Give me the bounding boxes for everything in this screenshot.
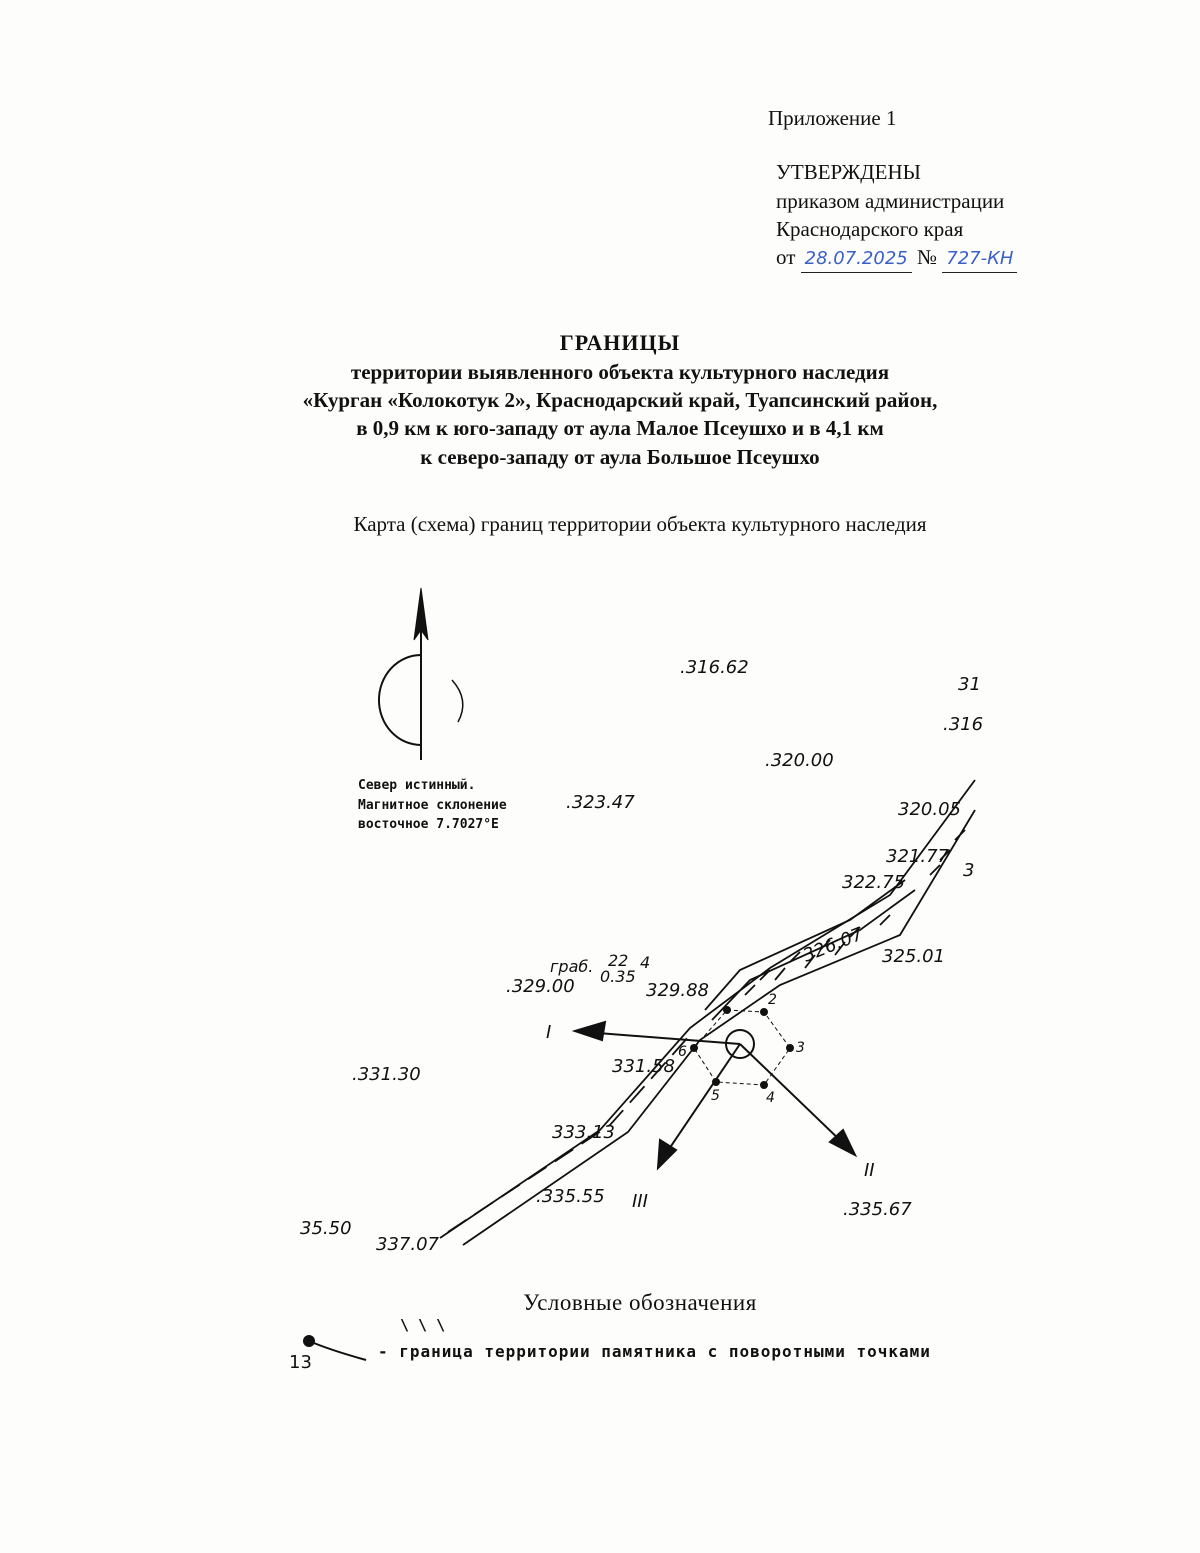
elevation-label: .320.00 xyxy=(765,750,834,771)
elevation-label: 31 xyxy=(958,674,981,695)
boundary-polygon xyxy=(690,1006,794,1089)
approved-heading: УТВЕРЖДЕНЫ xyxy=(776,160,921,185)
title-line-3: в 0,9 км к юго-западу от аула Малое Псеушхо и в 4,1 км xyxy=(356,416,884,441)
elevation-label: .329.00 xyxy=(506,976,575,997)
legend-symbol-icon xyxy=(304,1336,366,1360)
elevation-label: 337.07 xyxy=(376,1234,439,1255)
order-date: 28.07.2025 xyxy=(801,247,912,272)
elevation-labels xyxy=(300,657,983,1255)
point-label: 4 xyxy=(766,1090,775,1106)
elevation-label: .316.62 xyxy=(680,657,749,678)
point-label: 5 xyxy=(711,1088,720,1104)
elevation-label: .316 xyxy=(943,714,984,735)
elevation-label: 325.01 xyxy=(882,946,945,967)
order-number: 727-КН xyxy=(942,247,1017,272)
elevation-label: 35.50 xyxy=(300,1218,352,1239)
elevation-label: 326.07 xyxy=(800,923,867,967)
elevation-label: .335.67 xyxy=(843,1199,912,1220)
title-line-1: территории выявленного объекта культурного наследия xyxy=(350,359,890,384)
elevation-label: 333.13 xyxy=(552,1122,615,1143)
from-prefix: от xyxy=(776,245,796,270)
legend-symbol-number: 13 xyxy=(289,1352,312,1373)
elevation-label: 320.05 xyxy=(898,799,961,820)
north-note-line-1: Север истинный. xyxy=(358,778,476,793)
elevation-label: 22 xyxy=(608,951,629,970)
elevation-label: 4 xyxy=(640,953,651,972)
north-arrow-icon xyxy=(379,588,463,760)
direction-label: III xyxy=(632,1191,648,1212)
elevation-label: .335.55 xyxy=(536,1186,605,1207)
title-line-2: «Курган «Колокотук 2», Краснодарский край, Туапсинский район, xyxy=(302,388,938,413)
north-note-line-2: Магнитное склонение xyxy=(358,797,507,813)
elevation-label: 331.58 xyxy=(612,1056,675,1077)
elevation-label: 329.88 xyxy=(646,980,709,1001)
elevation-label: .323.47 xyxy=(566,792,635,813)
elevation-label: 321.77 xyxy=(886,846,949,867)
title-line-4: к северо-западу от аула Большое Псеушхо xyxy=(420,444,820,469)
elevation-label: 322.75 xyxy=(842,872,905,893)
region-line: Краснодарского края xyxy=(776,217,964,242)
appendix-label: Приложение 1 xyxy=(768,106,897,130)
point-label: 3 xyxy=(796,1040,805,1056)
direction-labels xyxy=(546,1022,875,1212)
ditch-label: граб. xyxy=(550,957,594,976)
map-caption: Карта (схема) границ территории объекта культурного наследия xyxy=(353,512,927,536)
direction-label: II xyxy=(864,1160,875,1181)
north-note-line-3: восточное 7.7027°E xyxy=(358,817,499,832)
direction-label: I xyxy=(546,1022,552,1043)
legend-item-text: - граница территории памятника с поворотными точками xyxy=(378,1342,931,1361)
north-note xyxy=(358,776,507,835)
elevation-label: 0.35 xyxy=(600,967,636,986)
legend-symbol-mark: \ \ \ xyxy=(400,1316,446,1334)
order-line: приказом администрации xyxy=(776,188,1005,213)
elevation-label: 3 xyxy=(963,860,975,881)
point-label: 6 xyxy=(678,1044,687,1060)
legend-title: Условные обозначения xyxy=(523,1290,757,1315)
point-label: 2 xyxy=(768,992,777,1008)
elevation-label: .331.30 xyxy=(352,1064,421,1085)
number-prefix: № xyxy=(916,245,938,270)
title-main: ГРАНИЦЫ xyxy=(559,330,681,355)
